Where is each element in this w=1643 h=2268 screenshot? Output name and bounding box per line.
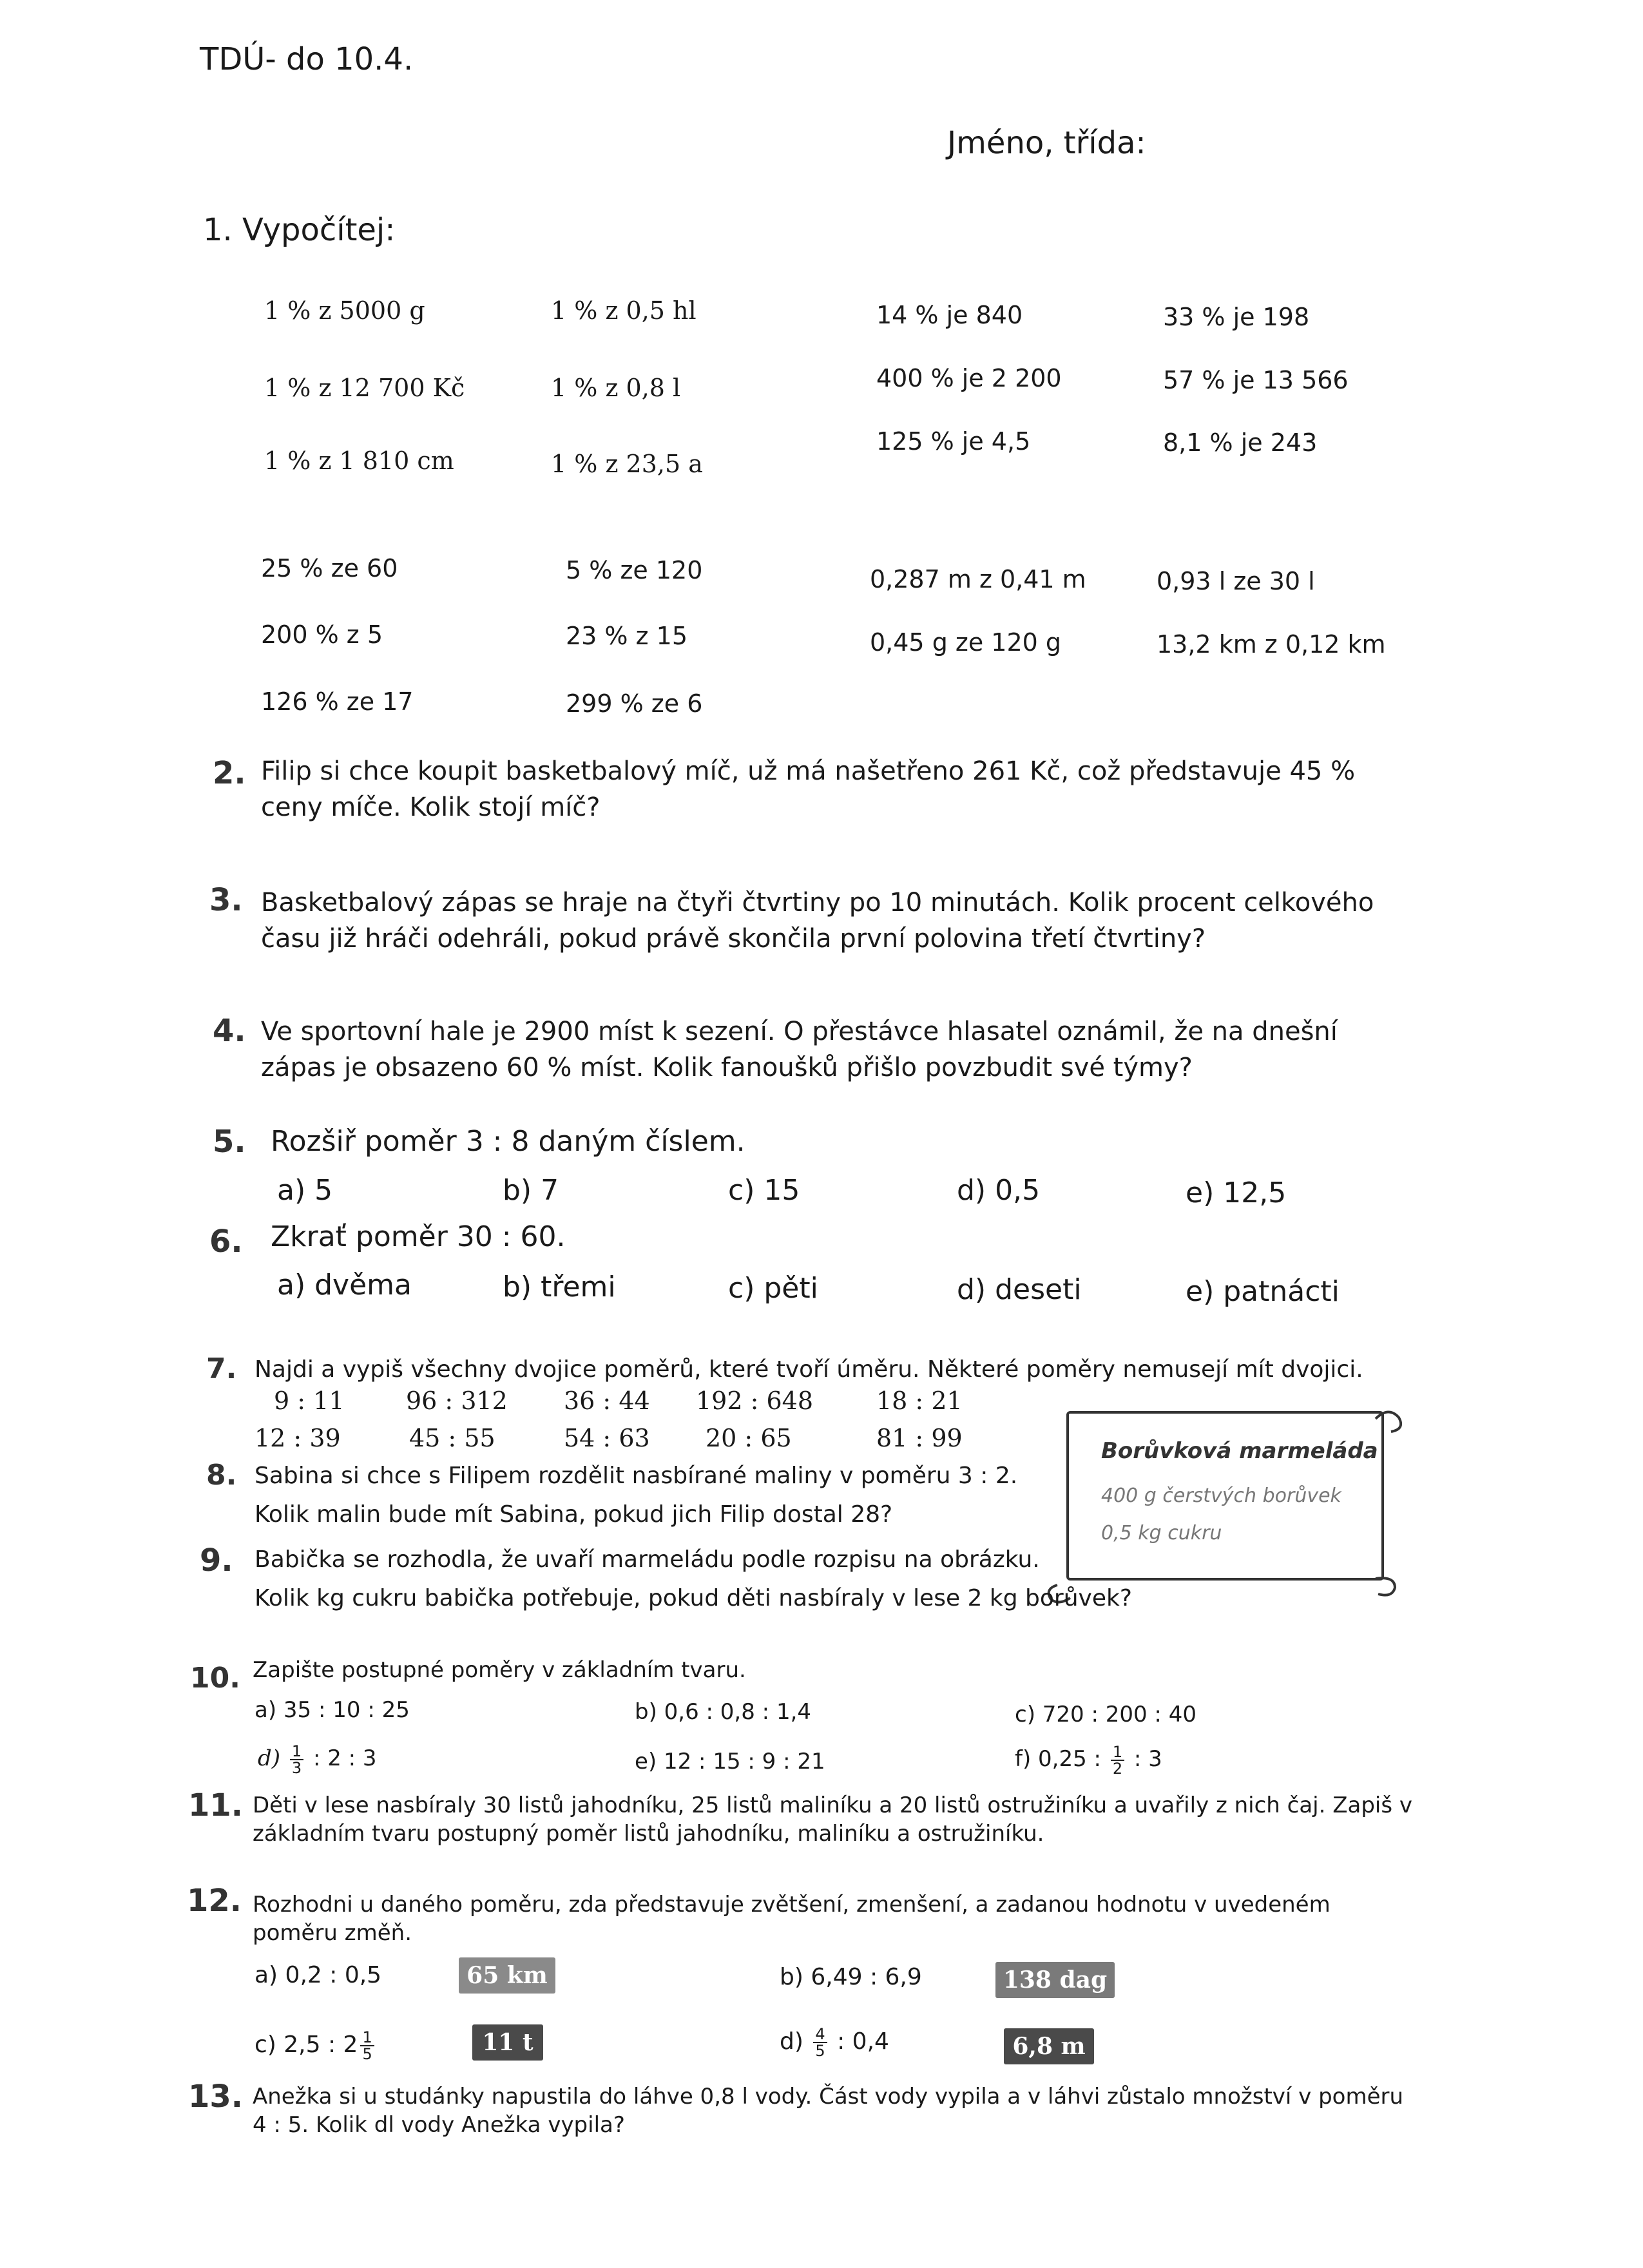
recipe-line-1: 400 g čerstvých borůvek: [1101, 1485, 1341, 1507]
task2-number: 2.: [213, 755, 246, 791]
task12-b: b) 6,49 : 6,9: [780, 1964, 922, 1990]
task6-option-e: e) patnácti: [1186, 1275, 1340, 1308]
task3-line1: Basketbalový zápas se hraje na čtyři čtvrtiny po 10 minutách. Kolik procent celkového: [261, 888, 1374, 918]
task10-d-rest: : 2 : 3: [312, 1745, 377, 1771]
task10-e: e) 12 : 15 : 9 : 21: [635, 1749, 825, 1774]
task12-b-value-tag: 138 dag: [995, 1962, 1115, 1998]
fraction-denominator: 5: [362, 2045, 372, 2063]
fraction-numerator: 1: [1111, 1744, 1124, 1761]
task13-line2: 4 : 5. Kolik dl vody Anežka vypila?: [253, 2112, 625, 2138]
task1-f2: 23 % z 15: [566, 622, 687, 650]
task1-d3: 8,1 % je 243: [1163, 428, 1318, 457]
task11-line2: základním tvaru postupný poměr listů jahodníku, maliníku a ostružiníku.: [253, 1821, 1044, 1847]
task4-line1: Ve sportovní hale je 2900 míst k sezení. O přestávce hlasatel oznámil, že na dnešní: [261, 1017, 1338, 1046]
task12-d-value-tag: 6,8 m: [1004, 2028, 1094, 2064]
task10-f-rest: : 3: [1133, 1746, 1162, 1772]
name-class-label: Jméno, třída:: [947, 125, 1146, 161]
task12-c-fraction: [360, 2030, 374, 2062]
task12-d-fraction: [813, 2026, 827, 2059]
task9-line2: Kolik kg cukru babička potřebuje, pokud děti nasbíraly v lese 2 kg borůvek?: [255, 1585, 1132, 1611]
fraction-denominator: 5: [815, 2042, 825, 2060]
task9-number: 9.: [200, 1542, 233, 1579]
task12-line1: Rozhodni u daného poměru, zda představuje zvětšení, zmenšení, a zadanou hodnotu v uvedeném: [253, 1892, 1331, 1917]
task6-option-c: c) pěti: [728, 1272, 818, 1305]
task2-line1: Filip si chce koupit basketbalový míč, už má našetřeno 261 Kč, což představuje 45 %: [261, 756, 1356, 786]
task11-line1: Děti v lese nasbíraly 30 listů jahodníku, 25 listů maliníku a 20 listů ostružiníku a uvařily z nich čaj. Zapiš v: [253, 1792, 1413, 1818]
task1-d2: 57 % je 13 566: [1163, 366, 1349, 394]
task8-number: 8.: [206, 1459, 237, 1492]
task1-e1: 25 % ze 60: [261, 554, 398, 582]
task7-ratio: 96 : 312: [406, 1387, 508, 1415]
fraction-numerator: 1: [290, 1744, 303, 1760]
task1-f3: 299 % ze 6: [566, 689, 703, 718]
recipe-line-2: 0,5 kg cukru: [1101, 1522, 1222, 1544]
task10-d-fraction: [290, 1744, 303, 1776]
task5-option-c: c) 15: [728, 1174, 800, 1207]
fraction-denominator: 2: [1112, 1759, 1123, 1778]
task10-d: [258, 1743, 377, 1776]
task10-b: b) 0,6 : 0,8 : 1,4: [635, 1699, 812, 1725]
task5-option-a: a) 5: [277, 1174, 333, 1207]
task1-c2: 400 % je 2 200: [876, 364, 1062, 392]
task2-line2: ceny míče. Kolik stojí míč?: [261, 793, 601, 822]
task1-g1: 0,287 m z 0,41 m: [870, 565, 1086, 593]
page-title: TDÚ- do 10.4.: [200, 41, 414, 77]
task10-d-label: d): [258, 1745, 281, 1771]
task3-number: 3.: [209, 882, 243, 918]
task1-f1: 5 % ze 120: [566, 556, 703, 584]
recipe-title: Borůvková marmeláda: [1101, 1438, 1378, 1464]
task8-line1: Sabina si chce s Filipem rozdělit nasbírané maliny v poměru 3 : 2.: [255, 1463, 1018, 1489]
task1-c1: 14 % je 840: [876, 301, 1023, 329]
task7-ratio: 54 : 63: [564, 1424, 650, 1452]
task8-line2: Kolik malin bude mít Sabina, pokud jich Filip dostal 28?: [255, 1501, 893, 1528]
task7-ratio: 12 : 39: [255, 1424, 341, 1452]
task9-line1: Babička se rozhodla, že uvaří marmeládu podle rozpisu na obrázku.: [255, 1546, 1040, 1573]
task1-c3: 125 % je 4,5: [876, 427, 1031, 456]
task3-line2: času již hráči odehráli, pokud právě skončila první polovina třetí čtvrtiny?: [261, 924, 1206, 954]
task1-a3: 1 % z 1 810 cm: [264, 447, 454, 475]
task7-ratio: 45 : 55: [409, 1424, 495, 1452]
scroll-curl-decoration: [1041, 1392, 1405, 1604]
task1-e3: 126 % ze 17: [261, 687, 414, 716]
task5-text: Rozšiř poměr 3 : 8 daným číslem.: [271, 1125, 745, 1158]
task10-a: a) 35 : 10 : 25: [255, 1697, 410, 1723]
task7-ratio: 20 : 65: [706, 1424, 792, 1452]
task13-number: 13.: [188, 2079, 244, 2115]
task5-option-e: e) 12,5: [1186, 1177, 1287, 1209]
task5-option-b: b) 7: [503, 1174, 559, 1207]
task12-a-value-tag: 65 km: [459, 1957, 555, 1994]
task6-text: Zkrať poměr 30 : 60.: [271, 1220, 566, 1253]
task4-number: 4.: [213, 1013, 246, 1049]
fraction-numerator: 4: [813, 2026, 827, 2043]
task1-h2: 13,2 km z 0,12 km: [1157, 630, 1386, 658]
task7-ratio: 36 : 44: [564, 1387, 650, 1415]
task7-ratio: 81 : 99: [876, 1424, 963, 1452]
task6-number: 6.: [209, 1224, 243, 1260]
task1-g2: 0,45 g ze 120 g: [870, 628, 1062, 657]
task1-e2: 200 % z 5: [261, 620, 383, 649]
fraction-numerator: 1: [360, 2030, 374, 2046]
task7-number: 7.: [206, 1352, 237, 1385]
task7-text: Najdi a vypiš všechny dvojice poměrů, které tvoří úměru. Některé poměry nemusejí mít dvojici.: [255, 1356, 1363, 1383]
task6-option-a: a) dvěma: [277, 1269, 412, 1302]
task5-option-d: d) 0,5: [957, 1174, 1041, 1207]
task10-f-fraction: [1111, 1744, 1124, 1776]
task12-d-rest: : 0,4: [837, 2028, 889, 2055]
task1-b1: 1 % z 0,5 hl: [551, 296, 697, 325]
task12-d: [780, 2025, 889, 2059]
task13-line1: Anežka si u studánky napustila do láhve 0,8 l vody. Část vody vypila a v láhvi zůstalo množství v poměru: [253, 2084, 1404, 2109]
task12-c-value-tag: 11 t: [472, 2024, 543, 2061]
task1-b2: 1 % z 0,8 l: [551, 374, 681, 402]
task4-line2: zápas je obsazeno 60 % míst. Kolik fanoušků přišlo povzbudit své týmy?: [261, 1053, 1193, 1082]
task1-a2: 1 % z 12 700 Kč: [264, 374, 465, 402]
task7-ratio: 9 : 11: [274, 1387, 345, 1415]
task11-number: 11.: [188, 1787, 244, 1823]
task12-number: 12.: [187, 1883, 242, 1919]
fraction-denominator: 3: [291, 1758, 302, 1777]
task10-f-pre: f) 0,25 :: [1015, 1746, 1102, 1772]
task1-d1: 33 % je 198: [1163, 303, 1310, 331]
task10-c: c) 720 : 200 : 40: [1015, 1702, 1196, 1727]
task1-heading: 1. Vypočítej:: [203, 212, 396, 248]
task6-option-b: b) třemi: [503, 1271, 616, 1303]
task6-option-d: d) deseti: [957, 1273, 1082, 1306]
task7-ratio: 18 : 21: [876, 1387, 963, 1415]
task1-b3: 1 % z 23,5 a: [551, 450, 703, 478]
task5-number: 5.: [213, 1124, 246, 1160]
task12-a: a) 0,2 : 0,5: [255, 1962, 382, 1988]
task12-c-pre: c) 2,5 : 2: [255, 2032, 358, 2058]
task12-c: [255, 2028, 377, 2062]
task10-text: Zapište postupné poměry v základním tvaru.: [253, 1657, 746, 1683]
task1-a1: 1 % z 5000 g: [264, 296, 425, 325]
task10-f: [1015, 1744, 1162, 1776]
task7-ratio: 192 : 648: [696, 1387, 814, 1415]
task10-number: 10.: [190, 1662, 240, 1695]
task1-h1: 0,93 l ze 30 l: [1157, 567, 1315, 595]
task12-d-pre: d): [780, 2028, 803, 2055]
task12-line2: poměru změň.: [253, 1920, 412, 1946]
